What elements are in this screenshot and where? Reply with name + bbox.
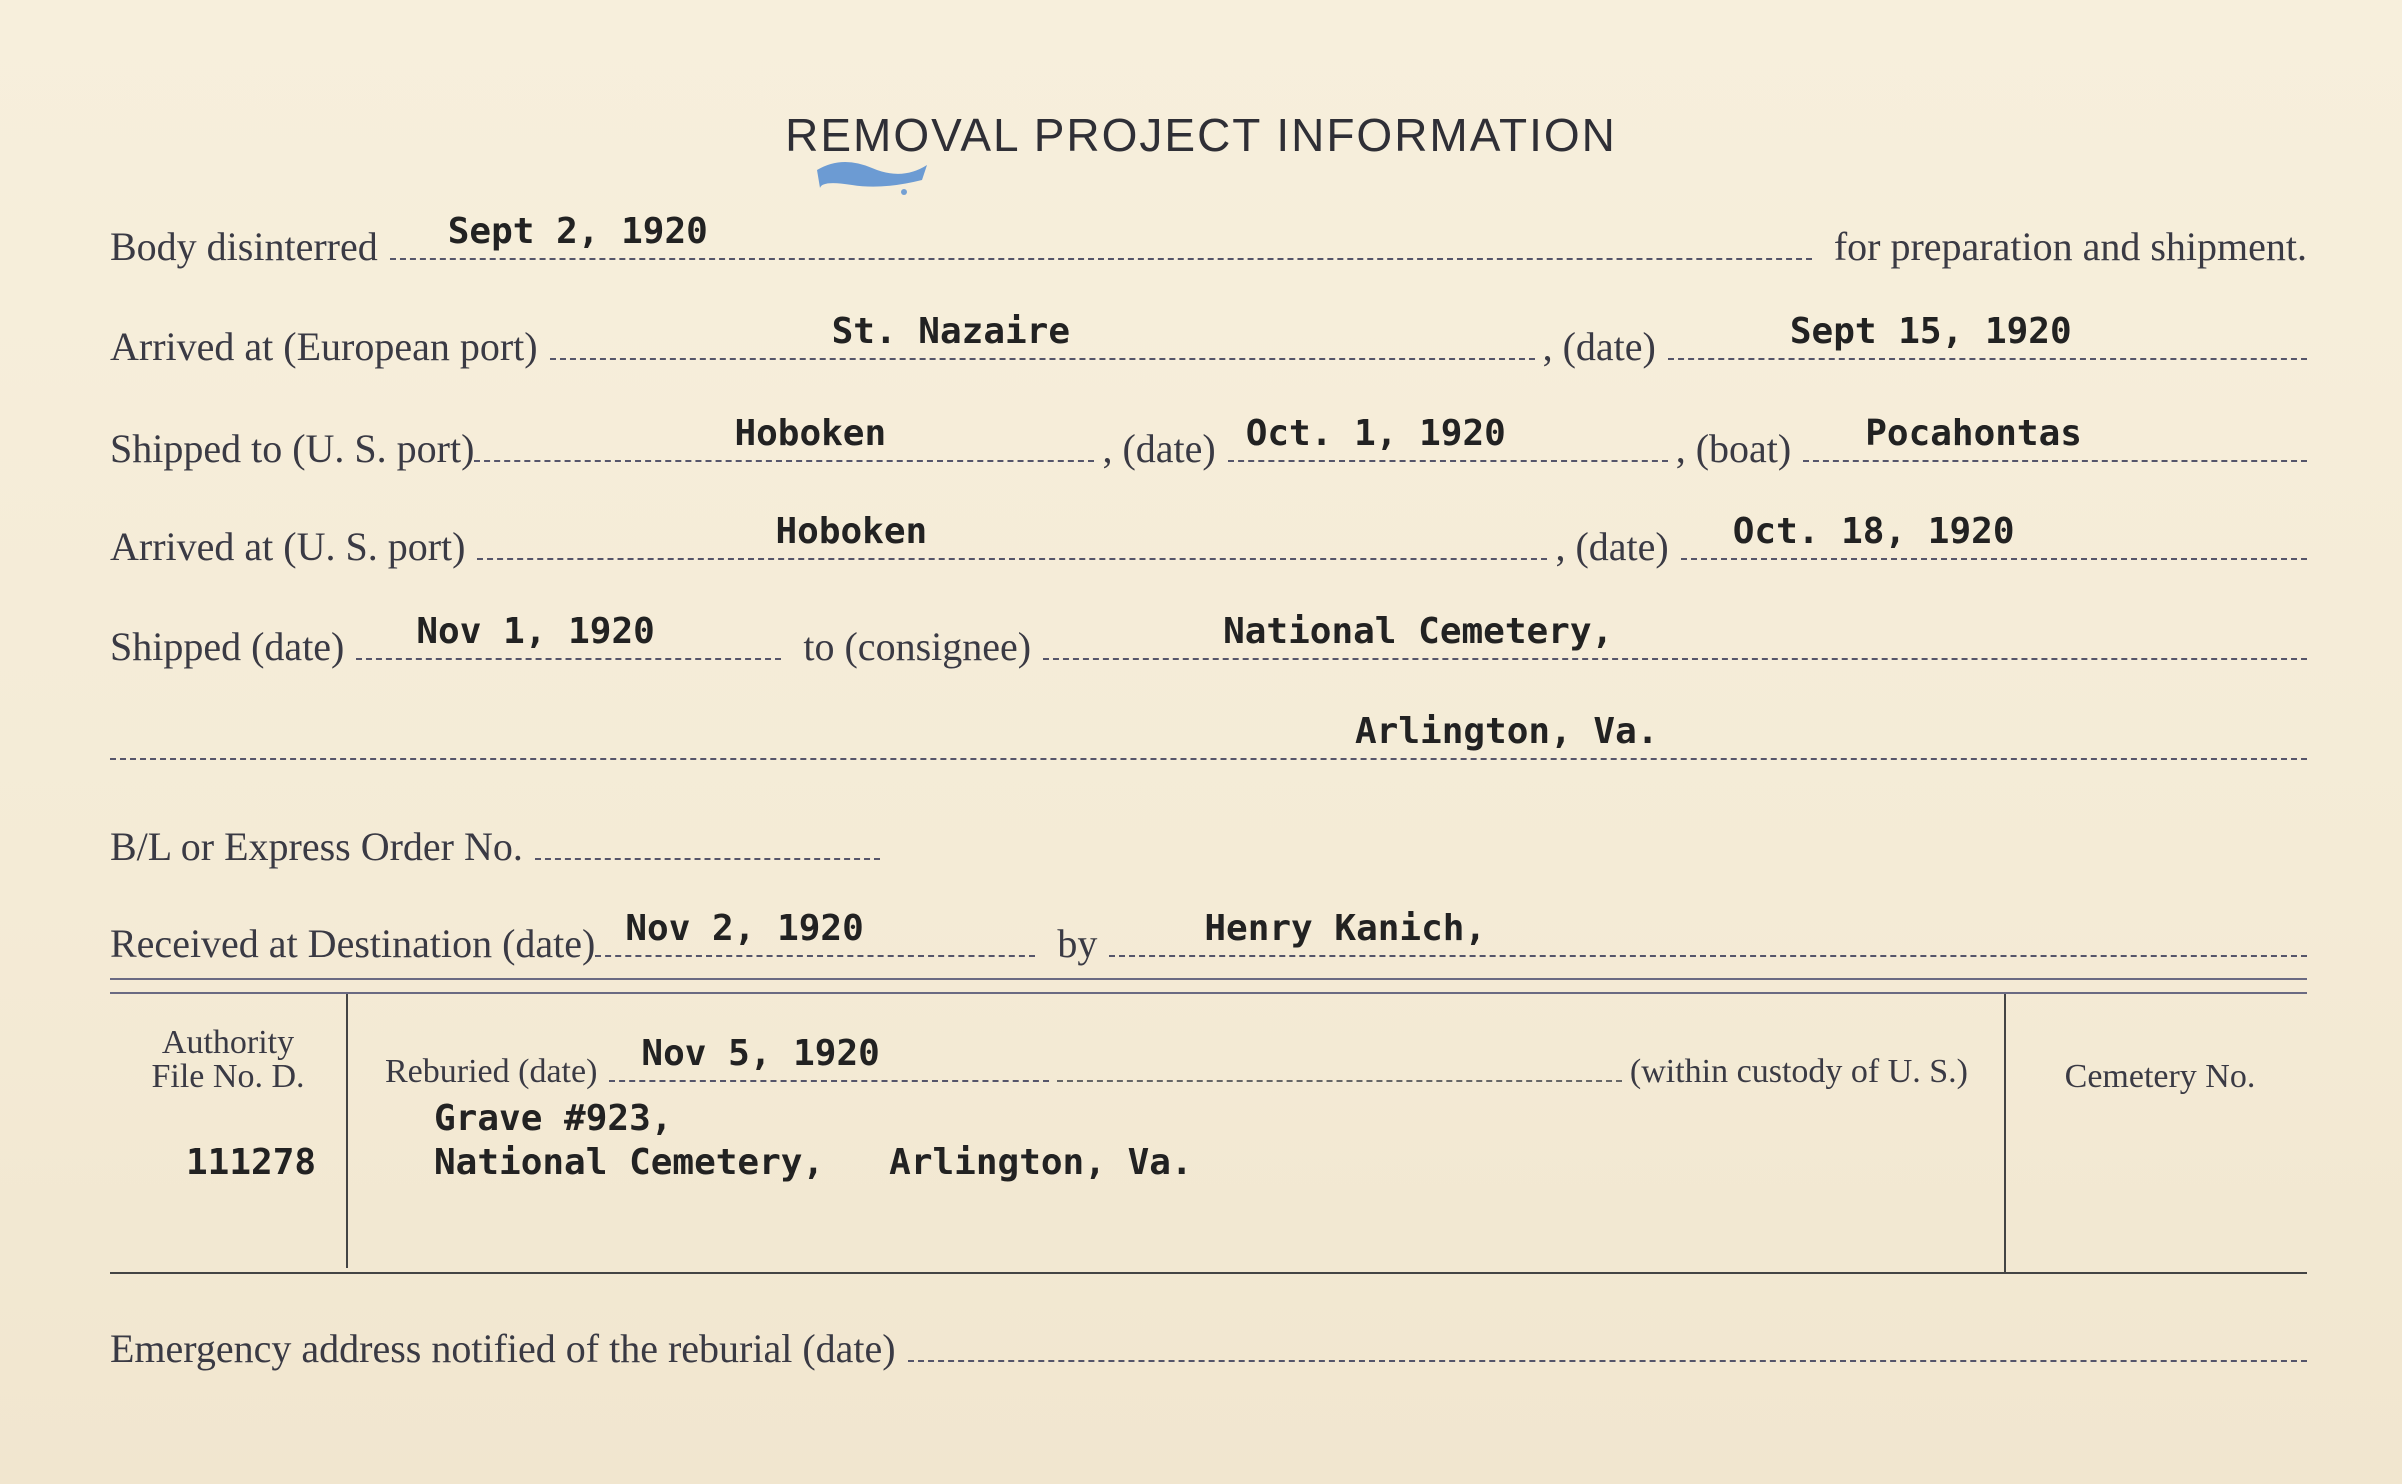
- shipped-us-port-field[interactable]: [474, 413, 1094, 462]
- emergency-field[interactable]: [908, 1320, 2307, 1362]
- bl-label: B/L or Express Order No.: [110, 824, 523, 869]
- arrived-us-date-field[interactable]: [1681, 511, 2307, 560]
- arrived-us-date-value: Oct. 18, 1920: [1732, 511, 2015, 552]
- row-shipped: [110, 611, 2307, 670]
- reburied-extra-field[interactable]: [1057, 1040, 1622, 1082]
- arrived-us-label: Arrived at (U. S. port): [110, 524, 466, 569]
- authority-number: 111278: [186, 1142, 317, 1183]
- body-disinterred-value: Sept 2, 1920: [447, 211, 708, 252]
- arrived-european-label: Arrived at (European port): [110, 324, 538, 369]
- rule-top-1: [110, 978, 2307, 980]
- shipped-us-boat-field[interactable]: [1803, 413, 2307, 462]
- received-date-field[interactable]: [595, 908, 1035, 957]
- received-label: Received at Destination (date): [110, 921, 596, 966]
- received-by-value: Henry Kanich,: [1204, 908, 1487, 949]
- reburied-date-value: Nov 5, 1920: [641, 1033, 880, 1074]
- shipped-us-date-value: Oct. 1, 1920: [1245, 413, 1506, 454]
- row-body-disinterred: [110, 211, 2307, 270]
- body-disinterred-label: Body disinterred: [110, 224, 378, 269]
- shipped-date-value: Nov 1, 1920: [416, 611, 655, 652]
- authority-label-1: Authority: [161, 1024, 295, 1061]
- reburied-date-field[interactable]: [609, 1033, 1049, 1082]
- consignee-label: to (consignee): [803, 624, 1032, 669]
- row-emergency: [110, 1320, 2307, 1372]
- row-shipped-us: [110, 413, 2307, 472]
- emergency-label: Emergency address notified of the reburial (date): [110, 1326, 896, 1371]
- received-by-field[interactable]: [1109, 908, 2307, 957]
- arrived-us-port-field[interactable]: [477, 511, 1547, 560]
- arrived-us-port-value: Hoboken: [775, 511, 928, 552]
- bl-field[interactable]: [535, 818, 880, 860]
- row-arrived-us: [110, 511, 2307, 570]
- consignee-value-line2: Arlington, Va.: [1355, 711, 1659, 752]
- shipped-date-label: Shipped (date): [110, 624, 345, 669]
- consignee-field-line2[interactable]: [110, 711, 2307, 760]
- card-title: REMOVAL PROJECT INFORMATION: [785, 109, 1617, 161]
- shipped-us-date-label: , (date): [1102, 426, 1216, 471]
- shipped-us-label: Shipped to (U. S. port): [110, 426, 475, 471]
- body-disinterred-suffix: for preparation and shipment.: [1833, 224, 2307, 269]
- shipped-us-boat-label: , (boat): [1675, 426, 1792, 471]
- rule-top-2: [110, 992, 2307, 994]
- box-divider-left: [346, 994, 348, 1268]
- shipped-us-boat-value: Pocahontas: [1865, 413, 2082, 454]
- rule-bottom: [110, 1272, 2307, 1274]
- row-arrived-european: [110, 311, 2307, 370]
- arrived-european-date-field[interactable]: [1668, 311, 2307, 360]
- consignee-field-line1[interactable]: [1043, 611, 2307, 660]
- shipped-us-port-value: Hoboken: [734, 413, 887, 454]
- custody-label: (within custody of U. S.): [1629, 1053, 1968, 1090]
- shipped-date-field[interactable]: [356, 611, 781, 660]
- shipped-us-date-field[interactable]: [1228, 413, 1668, 462]
- arrived-us-date-label: , (date): [1555, 524, 1669, 569]
- row-bl: [110, 818, 2307, 870]
- grave-line-2: National Cemetery, Arlington, Va.: [434, 1142, 1193, 1183]
- arrived-european-port-value: St. Nazaire: [831, 311, 1071, 352]
- arrived-european-date-value: Sept 15, 1920: [1789, 311, 2072, 352]
- received-by-label: by: [1057, 921, 1098, 966]
- grave-line-1: Grave #923,: [434, 1098, 673, 1139]
- row-consignee-continued: [110, 711, 2307, 760]
- row-reburied: [385, 1033, 1968, 1091]
- cemetery-no-label: Cemetery No.: [2064, 1058, 2256, 1095]
- arrived-european-date-label: , (date): [1542, 324, 1656, 369]
- row-received: [110, 908, 2307, 967]
- box-divider-right: [2004, 994, 2006, 1272]
- body-disinterred-field[interactable]: [390, 211, 1812, 260]
- arrived-european-port-field[interactable]: [550, 311, 1535, 360]
- consignee-value-line1: National Cemetery,: [1223, 611, 1614, 652]
- received-date-value: Nov 2, 1920: [625, 908, 864, 949]
- authority-label-2: File No. D.: [151, 1058, 305, 1095]
- ink-stamp-mark: [812, 150, 932, 200]
- reburied-label: Reburied (date): [385, 1053, 598, 1090]
